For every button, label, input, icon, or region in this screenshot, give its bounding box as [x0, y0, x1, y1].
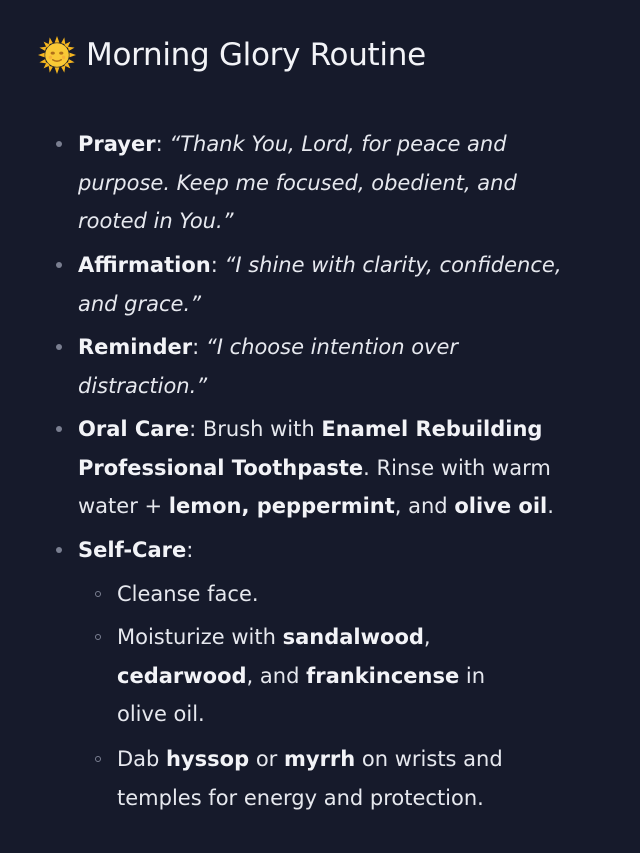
bullet-icon — [56, 141, 62, 147]
item-quote-line: purpose. Keep me focused, obedient, and — [78, 170, 517, 195]
bullet-icon — [56, 547, 62, 553]
item-quote-line: “I shine with clarity, confidence, — [224, 253, 562, 277]
bullet-icon — [56, 344, 62, 350]
sun-with-face-icon — [38, 36, 76, 74]
sub-bullet-icon — [95, 591, 101, 597]
sub-item-dab: Dab hyssop or myrrh on wrists and temples for energy and protection. — [117, 740, 527, 817]
item-quote-line: “I choose intention over — [205, 335, 459, 359]
list-item-self-care: Self-Care: — [78, 531, 578, 570]
item-quote-line: distraction.” — [78, 373, 208, 398]
bullet-icon — [56, 262, 62, 268]
list-item-reminder: Reminder: “I choose intention over distraction.” — [78, 328, 578, 405]
sub-bullet-icon — [95, 634, 101, 640]
item-label: Self-Care — [78, 538, 187, 562]
list-item-prayer: Prayer: “Thank You, Lord, for peace and purpose. Keep me focused, obedient, and rooted in You.” — [78, 125, 578, 241]
item-quote-line: and grace.” — [78, 291, 202, 316]
item-label: Affirmation — [78, 253, 211, 277]
title-text: Morning Glory Routine — [86, 37, 426, 73]
list-item-affirmation: Affirmation: “I shine with clarity, confidence, and grace.” — [78, 246, 578, 323]
item-quote-line: “Thank You, Lord, for peace and — [169, 132, 507, 156]
item-label: Reminder — [78, 335, 193, 359]
item-label: Oral Care — [78, 417, 190, 441]
item-quote-line: rooted in You.” — [78, 209, 234, 233]
page-title — [38, 36, 426, 74]
bullet-icon — [56, 426, 62, 432]
list-item-oral-care: Oral Care: Brush with Enamel Rebuilding Professional Toothpaste. Rinse with warm water + lemon, peppermint, and olive oil. — [78, 410, 578, 526]
sub-bullet-icon — [95, 756, 101, 762]
sub-item-moisturize: Moisturize with sandalwood, cedarwood, and frankincense in olive oil. — [117, 618, 527, 734]
item-label: Prayer — [78, 132, 156, 156]
sub-item-cleanse: Cleanse face. — [117, 575, 527, 614]
